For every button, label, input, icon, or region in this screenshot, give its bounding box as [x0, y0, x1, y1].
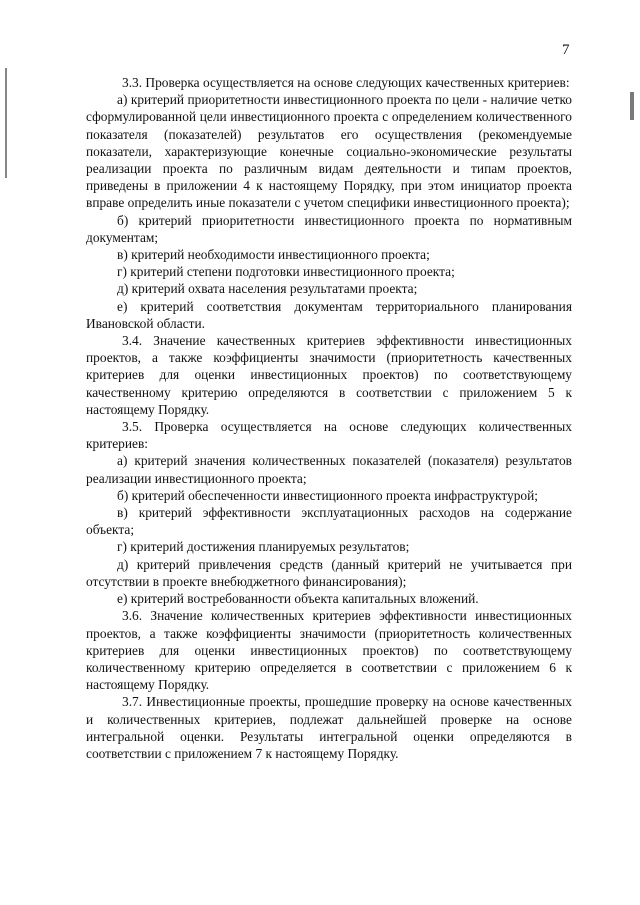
criterion-3-3-d: д) критерий охвата населения результатами проекта; — [117, 281, 418, 297]
criterion-3-3-a: а) критерий приоритетности инвестиционного проекта по цели - наличие четко сформулированной цели инвестиционного проекта с определением количественного показателя (показателей) результатов его осуществления (рекомендуемые показатели, характеризующие конечные социально-экономические результаты реализации проекта по различным видам деятельности и типам проектов, приведены в приложении 4 к настоящему Порядку, при этом инициатор проекта вправе определить иные показатели с учетом специфики инвестиционного проекта); — [86, 92, 572, 211]
criterion-3-3-b: б) критерий приоритетности инвестиционного проекта по нормативным документам; — [86, 212, 572, 245]
criterion-3-5-b: б) критерий обеспеченности инвестиционного проекта инфраструктурой; — [117, 487, 539, 503]
document-body — [86, 74, 572, 762]
section-3-6: 3.6. Значение количественных критериев эффективности инвестиционных проектов, а также коэффициенты значимости (приоритетность количественных критериев для оценки инвестиционных проектов) по соответствующему количественному критерию определяется в соответствии с приложением 6 к настоящему Порядку. — [86, 608, 572, 693]
section-3-5: 3.5. Проверка осуществляется на основе следующих количественных критериев: — [86, 419, 572, 452]
criterion-3-3-v: в) критерий необходимости инвестиционного проекта; — [117, 247, 430, 263]
criterion-3-5-e: е) критерий востребованности объекта капитальных вложений. — [117, 591, 479, 607]
section-3-7: 3.7. Инвестиционные проекты, прошедшие проверку на основе качественных и количественных критериев, подлежат дальнейшей проверке на основе интегральной оценки. Результаты интегральной оценки определяются в соответствии с приложением 7 к настоящему Порядку. — [86, 694, 572, 761]
page-number: 7 — [562, 42, 570, 58]
scan-edge-mark — [630, 92, 634, 120]
section-3-4: 3.4. Значение качественных критериев эффективности инвестиционных проектов, а также коэффициенты значимости (приоритетность качественных критериев для оценки инвестиционных проектов) по соответствующему качественному критерию определяются в соответствии с приложением 5 к настоящему Порядку. — [86, 333, 572, 417]
criterion-3-5-d: д) критерий привлечения средств (данный критерий не учитывается при отсутствии в проекте внебюджетного финансирования); — [86, 556, 572, 589]
criterion-3-5-a: а) критерий значения количественных показателей (показателя) результатов реализации инвестиционного проекта; — [86, 453, 572, 486]
scan-margin-mark — [5, 68, 7, 178]
section-3-3: 3.3. Проверка осуществляется на основе следующих качественных критериев: — [122, 75, 570, 90]
criterion-3-3-e: е) критерий соответствия документам территориального планирования Ивановской области. — [86, 298, 572, 331]
criterion-3-5-g: г) критерий достижения планируемых результатов; — [117, 539, 410, 555]
criterion-3-5-v: в) критерий эффективности эксплуатационных расходов на содержание объекта; — [86, 505, 572, 538]
criterion-3-3-g: г) критерий степени подготовки инвестиционного проекта; — [117, 264, 455, 280]
